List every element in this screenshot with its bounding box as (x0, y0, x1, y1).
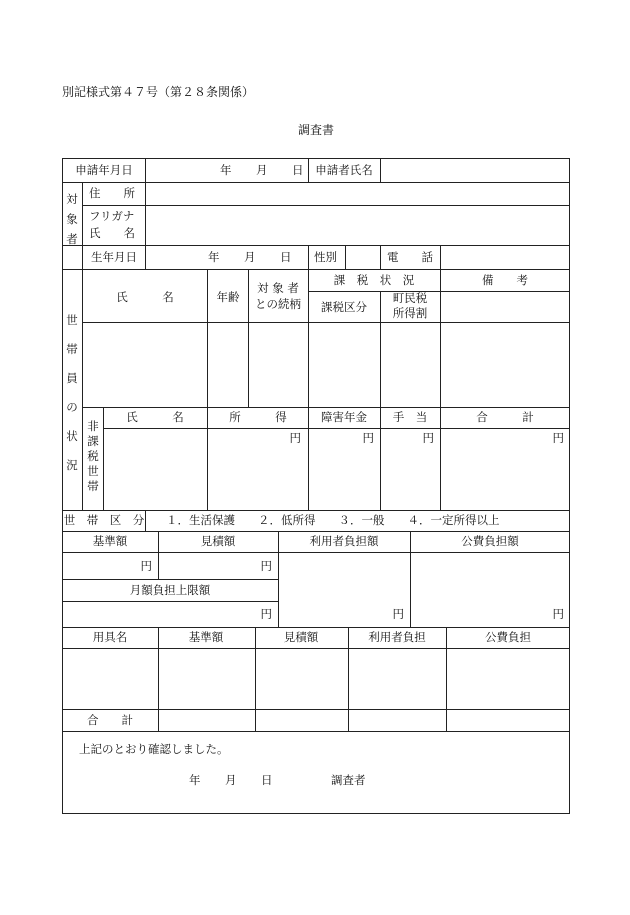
col-tax-status-header: 課 税 状 況 (333, 273, 415, 287)
application-date-label: 申請年月日 (75, 163, 133, 177)
col-relation-header-2: との続柄 (255, 297, 301, 311)
nt-col-pension-header: 障害年金 (321, 410, 367, 424)
page-title: 調査書 (297, 123, 335, 137)
col-relation-header-1: 対 象 者 (257, 281, 299, 295)
standard-yen: 円 (140, 559, 152, 573)
address-label: 住 所 (89, 186, 135, 200)
month-label: 月 (256, 163, 268, 177)
col-tax-class-header: 課税区分 (321, 300, 367, 314)
allowance-yen: 円 (422, 431, 434, 445)
birth-year-label: 年 (208, 250, 220, 264)
household-category-options[interactable]: １．生活保護 ２．低所得 ３．一般 ４．一定所得以上 (166, 513, 500, 527)
standard-amount-header: 基準額 (92, 534, 128, 548)
day-label: 日 (292, 163, 304, 177)
birthdate-label: 生年月日 (91, 250, 137, 264)
household-members-area[interactable] (83, 323, 569, 406)
nontax-members-area[interactable] (104, 429, 569, 509)
household-category-label: 世 帯 区 分 (63, 513, 145, 527)
address-field[interactable] (146, 183, 569, 204)
equipment-standard-header: 基準額 (188, 630, 224, 644)
equipment-total-label: 合 計 (87, 713, 133, 727)
col-town-tax-header-2: 所得割 (392, 306, 428, 320)
equipment-estimate-header: 見積額 (283, 630, 319, 644)
estimate-amount-header: 見積額 (200, 534, 236, 548)
equipment-rows-area[interactable] (63, 649, 569, 708)
confirm-year-label: 年 (189, 773, 201, 787)
nt-col-name-header: 氏 名 (126, 410, 184, 424)
estimate-yen: 円 (260, 559, 272, 573)
nontax-household-label: 非 課 税 世 帯 (87, 419, 99, 493)
applicant-name-label: 申請者氏名 (315, 163, 373, 177)
furigana-label: フリガナ (89, 209, 135, 223)
nt-col-allowance-header: 手 当 (392, 410, 428, 424)
col-name-header: 氏 名 (116, 290, 174, 304)
equipment-user-header: 利用者負担 (368, 630, 426, 644)
phone-label: 電 話 (387, 250, 433, 264)
phone-field[interactable] (441, 246, 569, 268)
user-burden-yen: 円 (392, 607, 404, 621)
equipment-public-header: 公費負担 (485, 630, 531, 644)
col-remarks-header: 備 考 (482, 273, 528, 287)
monthly-cap-label: 月額負担上限額 (129, 583, 211, 597)
name-label: 氏 名 (89, 226, 135, 240)
confirm-month-label: 月 (225, 773, 237, 787)
applicant-name-field[interactable] (381, 159, 569, 181)
total-yen: 円 (552, 431, 564, 445)
monthly-cap-yen: 円 (260, 607, 272, 621)
confirm-day-label: 日 (261, 773, 273, 787)
subject-group-label: 対 象 者 (66, 192, 78, 246)
household-group-label: 世 帯 員 の 状 況 (66, 313, 78, 472)
form-number: 別記様式第４７号（第２８条関係） (62, 85, 255, 99)
investigator-label: 調査者 (331, 773, 366, 787)
nt-col-income-header: 所 得 (229, 410, 287, 424)
col-age-header: 年齢 (216, 290, 240, 304)
subject-name-field[interactable] (146, 206, 569, 244)
sex-field[interactable] (346, 246, 379, 268)
birth-day-label: 日 (280, 250, 292, 264)
public-burden-header: 公費負担額 (461, 534, 519, 548)
pension-yen: 円 (362, 431, 374, 445)
public-burden-yen: 円 (552, 607, 564, 621)
col-town-tax-header-1: 町民税 (392, 291, 428, 305)
confirmation-statement: 上記のとおり確認しました。 (79, 742, 229, 756)
nt-col-total-header: 合 計 (476, 410, 534, 424)
user-burden-header: 利用者負担額 (309, 534, 379, 548)
year-label: 年 (220, 163, 232, 177)
birth-month-label: 月 (244, 250, 256, 264)
income-yen: 円 (289, 431, 301, 445)
equipment-name-header: 用具名 (92, 630, 128, 644)
sex-label: 性別 (314, 250, 337, 264)
